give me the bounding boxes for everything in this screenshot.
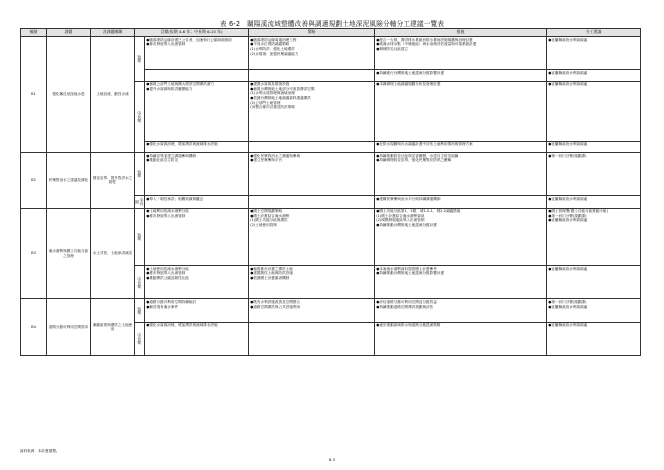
row-goals — [145, 196, 249, 208]
cell-line: ●在排水規劃與內水調適計畫中評估土地利用情形與管理方案 — [376, 142, 473, 147]
cell-line: ●國土功能分區第1、2類、城1-2-1、城2-2調適措施 — [376, 209, 461, 214]
header-relation: 各課題關聯 — [91, 29, 135, 37]
cell-line: ●宜蘭縣政府水利資源處 — [548, 218, 588, 223]
header-issue: 課題 — [47, 29, 91, 37]
cell-line: ●逐步推動區域排水與道路分擔逕流策略 — [376, 323, 441, 328]
header-row — [21, 29, 641, 37]
table-title: 表 6-2 關陽溪流域整體改善與調適規劃土地深泥風險分軸分工建議一覽表 — [219, 20, 445, 28]
cell-line: ●提升水資源與防洪應變能力 — [146, 86, 193, 91]
row-goals — [145, 266, 249, 299]
cell-line: ●檢視台灣營地土地部分可改善滯洪空間 — [250, 86, 315, 91]
row-strategies — [249, 70, 375, 81]
row-division — [547, 70, 641, 81]
header-goal: 目標(短期 4-6 年；中長期 6-15 年) — [135, 29, 249, 37]
row-strategies — [249, 81, 375, 141]
cell-line: ●依據國土計畫審查機制 — [250, 275, 290, 280]
row-goals — [145, 322, 249, 355]
cell-line: ●就淹水排水點（中壢地區）海水治理評估流量與可視系統計畫 — [376, 42, 477, 47]
row-division — [547, 322, 641, 355]
row-term: 短期 — [135, 152, 145, 195]
table-row — [21, 299, 641, 322]
row-goals — [145, 70, 249, 81]
cell-line: ●持續推動防災社區與災害應變，水患自主防災組織 — [376, 153, 459, 158]
cell-line: ●推動社區自主防災 — [146, 158, 179, 163]
cell-line: ●建置水資源及環境設施 — [250, 82, 290, 87]
cell-line: ●道路空間滯洪與公共設施利用 — [250, 304, 301, 309]
row-division — [547, 37, 641, 70]
cell-line: ●土地使用依淹水潛勢分區 — [146, 266, 189, 271]
row-measures — [375, 141, 547, 152]
row-term: 中長期 — [135, 196, 145, 208]
row-division — [547, 152, 641, 195]
cell-line: (1)水利防洪：強化土地滯洪 — [250, 46, 295, 51]
cell-line: ●本案淹水潛勢資料提供國土計畫參考 — [376, 266, 437, 271]
row-measures — [375, 196, 547, 208]
row-goals — [145, 152, 249, 195]
row-issue: 淹水潛勢與國土功能分區之管理 — [47, 208, 91, 299]
page-number: 6-3 — [328, 457, 336, 462]
row-strategies — [249, 152, 375, 195]
row-goals — [145, 299, 249, 322]
row-strategies — [249, 141, 375, 152]
row-division — [547, 299, 641, 322]
row-term: 中長期 — [135, 81, 145, 152]
cell-line: ●宜蘭縣政府水利資源處 — [548, 196, 588, 201]
cell-line: ●不同水位堤防調適策略 — [250, 42, 290, 47]
row-goals — [145, 208, 249, 265]
row-division — [547, 208, 641, 265]
cell-line: ●宜蘭縣政府水利資源處 — [548, 37, 588, 42]
cell-line: ●辦理防災社區建立 — [376, 46, 409, 51]
cell-line: ●建構民眾參與治水平台與持續溝通機制 — [376, 196, 441, 201]
row-term: 短期 — [135, 37, 145, 81]
cell-line: ●配合一大排、滯洪排水系統河排水暴雨設施規劃與治理計畫 — [376, 37, 473, 42]
row-relation: 兼顧產業與滯洪之土地使用 — [91, 299, 135, 356]
cell-line: ●建立民眾參與平台 — [250, 158, 283, 163]
cell-line: ●都市發展導入出流管制 — [146, 42, 186, 47]
row-issue: 民眾對治水之建議及優化 — [47, 152, 91, 208]
cell-line: ●宜蘭縣政府水利資源處 — [548, 266, 588, 271]
cell-line: ●本縣辦理土地調適規劃分析及管理計畫 — [376, 82, 441, 87]
row-division — [547, 196, 641, 208]
cell-line: ●既有水利設施改善及空間整合 — [250, 300, 301, 305]
cell-line: ●宜蘭縣政府水利資源處 — [548, 82, 588, 87]
cell-line: ●導入「韌性承洪」相關知識與觀念 — [146, 196, 204, 201]
row-measures — [375, 299, 547, 322]
row-term: 短期 — [135, 208, 145, 265]
cell-line: ●都市發展導入出流管制 — [146, 271, 186, 276]
table-row — [21, 208, 641, 265]
cell-line: ●第一河川分署(規劃課) — [548, 153, 587, 158]
cell-line: ●持續辦理防災宣導，強化民眾對於防汛之瞭解 — [376, 158, 452, 163]
cell-line: (1)水利水道管理與流域治理 — [250, 91, 295, 96]
cell-line: (2)公部門土地管理 — [250, 100, 281, 105]
row-term: 中長期 — [135, 322, 145, 355]
row-issue: 強化鄰近低窪地水患 — [47, 37, 91, 153]
cell-line: ●建置韌性土地與防洪設施 — [250, 271, 293, 276]
row-issue: 道路分擔可利用空間需求 — [47, 299, 91, 356]
cell-line: (1)國土計畫結合淹水潛勢資訊 — [376, 213, 425, 218]
row-goals — [145, 37, 249, 70]
row-goals — [145, 81, 249, 141]
cell-line: (2)城鄉發展地區導入出流管制 — [376, 218, 425, 223]
row-measures — [375, 152, 547, 195]
cell-line: (1)國土功能分區與滯洪 — [250, 218, 288, 223]
cell-line: ●強化民眾對治水之溝通與參與 — [250, 153, 301, 158]
cell-line: ●第一河川分署(規劃課) — [548, 213, 587, 218]
cell-line: ●宜蘭縣政府水利資源處 — [548, 70, 588, 75]
division-table — [20, 28, 641, 356]
row-relation: 水土共管、土地承洪減災 — [91, 208, 135, 299]
cell-line: ●檢視都市計畫之滯洪土地 — [250, 266, 293, 271]
cell-line: ●強化水資源治理，增加滯洪與流域排水設施 — [146, 323, 218, 328]
row-measures — [375, 266, 547, 299]
cell-line: ●持續宣導並建立溝通參與機制 — [146, 153, 197, 158]
row-strategies — [249, 37, 375, 70]
row-relation: 土地容流、動性水流 — [91, 37, 135, 153]
cell-line: ●土地利用依淹水潛勢分區 — [146, 209, 189, 214]
row-term: 中長期 — [135, 266, 145, 299]
cell-line: ●脆弱堤防沿線周邊治理工程 — [250, 37, 297, 42]
cell-line: ●解決現有淹水事件 — [146, 304, 179, 309]
header-measure: 措施 — [375, 29, 547, 37]
table-row — [21, 37, 641, 70]
cell-line: ●道路分擔可利用空間持續檢討 — [146, 300, 197, 305]
row-term: 短期 — [135, 299, 145, 322]
cell-line: ●推動滯洪公園及韌性社區 — [146, 275, 189, 280]
cell-line: ●持續推動台灣營地土地逕流分擔計畫 — [376, 223, 437, 228]
row-strategies — [249, 322, 375, 355]
row-strategies — [249, 208, 375, 265]
cell-line: ●持續推動台灣營地土地逕流分擔影響計畫 — [376, 271, 445, 276]
cell-line: (2)水環境：加強民眾調適能力 — [250, 51, 299, 56]
cell-line: ●脆弱堤防沿線計畫已公告者，加速執行公園用地徵收 — [146, 37, 232, 42]
row-strategies — [249, 196, 375, 208]
cell-line: ●宜蘭縣政府水利資源處 — [548, 323, 588, 328]
cell-line: ●持續推動道路空間滯洪規劃與評估 — [376, 304, 434, 309]
table-row — [21, 152, 641, 195]
cell-line: ●國土計畫結合淹水潛勢 — [250, 213, 290, 218]
cell-line: ●國土空間規劃策略 — [250, 209, 283, 214]
row-measures — [375, 322, 547, 355]
row-id: B4 — [21, 299, 47, 356]
cell-line: ●依據台灣營地土地調適資料建議滯洪 — [250, 95, 311, 100]
cell-line: ●宜蘭縣政府水利資源處 — [548, 142, 588, 147]
row-measures — [375, 37, 547, 70]
cell-line: (3)整合都市計畫及防洪策略 — [250, 105, 295, 110]
row-strategies — [249, 299, 375, 322]
cell-line: ●強化水資源治理，增加滯洪與流域排水設施 — [146, 142, 218, 147]
cell-line: ●宜蘭縣政府水利資源處 — [548, 304, 588, 309]
row-relation: 強化宣導、提升對洪水之韌性 — [91, 152, 135, 208]
header-id: 編號 — [21, 29, 47, 37]
row-goals — [145, 141, 249, 152]
cell-line: ●評估道路分擔可利用空間及分擔效益 — [376, 300, 437, 305]
header-strategy: 策略 — [249, 29, 375, 37]
row-id: B1 — [21, 37, 47, 153]
cell-line: ●都市發展導入出流管制 — [146, 213, 186, 218]
cell-line: ●持續進行台灣營地土地逕流分擔影響計畫 — [376, 70, 445, 75]
row-measures — [375, 81, 547, 141]
row-division — [547, 141, 641, 152]
cell-line: ●第一河川分署(規劃課) — [548, 300, 587, 305]
cell-line: ●國土管理署(國土功能分區推動小組) — [548, 209, 609, 214]
row-strategies — [249, 266, 375, 299]
row-division — [547, 266, 641, 299]
row-measures — [375, 208, 547, 265]
cell-line: ●檢視公部門土地與擴大增設空間滯洪潛力 — [146, 82, 215, 87]
row-id: B3 — [21, 208, 47, 299]
header-division: 分工建議 — [547, 29, 641, 37]
source-note: 資料來源：本計畫彙整。 — [20, 449, 60, 453]
row-id: B2 — [21, 152, 47, 208]
cell-line: (2)土地使用管制 — [250, 223, 277, 228]
row-measures — [375, 70, 547, 81]
row-division — [547, 81, 641, 141]
